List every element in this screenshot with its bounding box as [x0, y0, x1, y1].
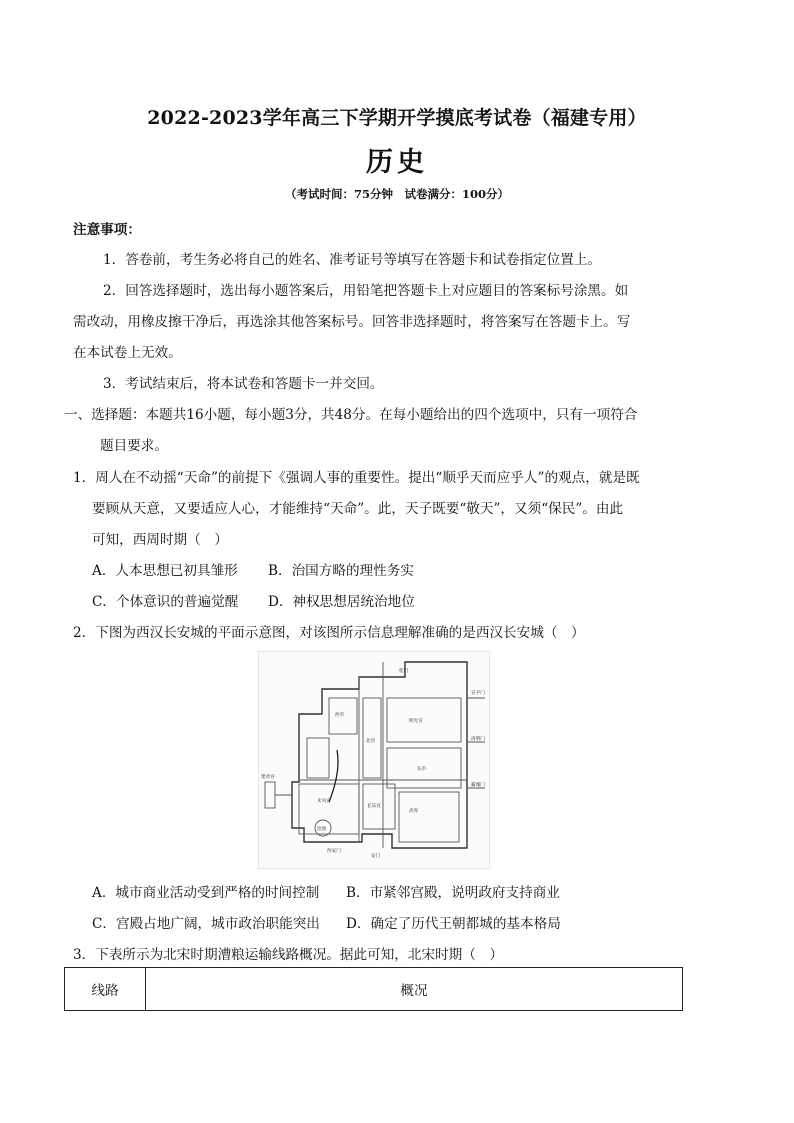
section-1-heading-cont: 题目要求。 [100, 438, 168, 454]
map-label-weiyang: 未央宫 [317, 798, 331, 803]
exam-title: 2022-2023学年高三下学期开学摸底考试卷（福建专用） [147, 107, 647, 129]
question-1-line3: 可知，西周时期（ ） [92, 532, 228, 548]
map-label-stream: 沧池 [317, 826, 327, 831]
table-header-overview: 概况 [146, 968, 683, 1011]
map-label-west: 西安门 [327, 848, 341, 853]
q1-option-d: D．神权思想居统治地位 [268, 594, 415, 610]
notice-item-1: 1．答卷前，考生务必将自己的姓名、准考证号等填写在答题卡和试卷指定位置上。 [103, 252, 602, 268]
notice-item-2-line3: 在本试卷上无效。 [73, 345, 182, 361]
notice-item-2-line1: 2．回答选择题时，选出每小题答案后，用铅笔把答题卡上对应题目的答案标号涂黑。如 [103, 283, 629, 299]
q1-option-c: C．个体意识的普遍觉醒 [92, 594, 239, 610]
q2-option-a: A．城市商业活动受到严格的时间控制 [92, 885, 320, 901]
q2-option-b: B．市紧邻宫殿，说明政府支持商业 [346, 885, 560, 901]
map-label-side: 建章宫 [261, 774, 275, 779]
exam-subject: 历史 [366, 147, 428, 178]
q2-option-c: C．宫殿占地广阔，城市政治职能突出 [92, 916, 320, 932]
section-1-heading: 一、选择题：本题共16小题，每小题3分，共48分。在每小题给出的四个选项中，只有一项符合 [64, 407, 638, 423]
map-label-east-2: 清明门 [471, 736, 485, 741]
map-label-changle: 长乐宫 [367, 803, 381, 808]
map-label-east-1: 宣平门 [471, 690, 485, 695]
q1-option-b: B．治国方略的理性务实 [268, 563, 414, 579]
map-label-west-market: 西市 [335, 712, 345, 717]
q2-option-d: D．确定了历代王朝都城的基本格局 [346, 916, 561, 932]
table-row [65, 968, 683, 1011]
notice-item-2-line2: 需改动，用橡皮擦干净后，再选涂其他答案标号。回答非选择题时，将答案写在答题卡上。写 [73, 314, 631, 330]
changan-city-map [258, 651, 490, 869]
notice-heading: 注意事项： [73, 222, 141, 238]
table-header-route: 线路 [65, 968, 146, 1011]
question-2-line1: 2．下图为西汉长安城的平面示意图，对该图所示信息理解准确的是西汉长安城（ ） [73, 625, 585, 641]
map-label-south: 安门 [371, 853, 381, 858]
question-1-line2: 要顾从天意，又要适应人心，才能维持“天命”。此，天子既要“敬天”，又须“保民”。由此 [92, 501, 624, 517]
q1-option-a: A．人本思想已初具雏形 [92, 563, 238, 579]
q3-table [64, 967, 683, 1011]
question-1-line1: 1．周人在不动摇“天命”的前提下《强调人事的重要性。提出“顺乎天而应乎人”的观点，就是既 [73, 470, 640, 486]
map-label-armory: 武库 [409, 808, 419, 813]
map-label-palace: 明光宫 [409, 718, 423, 723]
map-label-north-palace: 北宫 [366, 738, 376, 743]
map-label-north: 桂门 [399, 668, 409, 673]
map-label-east-3: 霸城门 [471, 782, 485, 787]
changan-map-drawing [259, 652, 489, 868]
question-3-line1: 3．下表所示为北宋时期漕粮运输线路概况。据此可知，北宋时期（ ） [73, 947, 504, 963]
exam-info: （考试时间：75分钟 试卷满分：100分） [284, 187, 509, 201]
map-label-east-market: 东市 [417, 766, 427, 771]
notice-item-3: 3．考试结束后，将本试卷和答题卡一并交回。 [103, 376, 384, 392]
